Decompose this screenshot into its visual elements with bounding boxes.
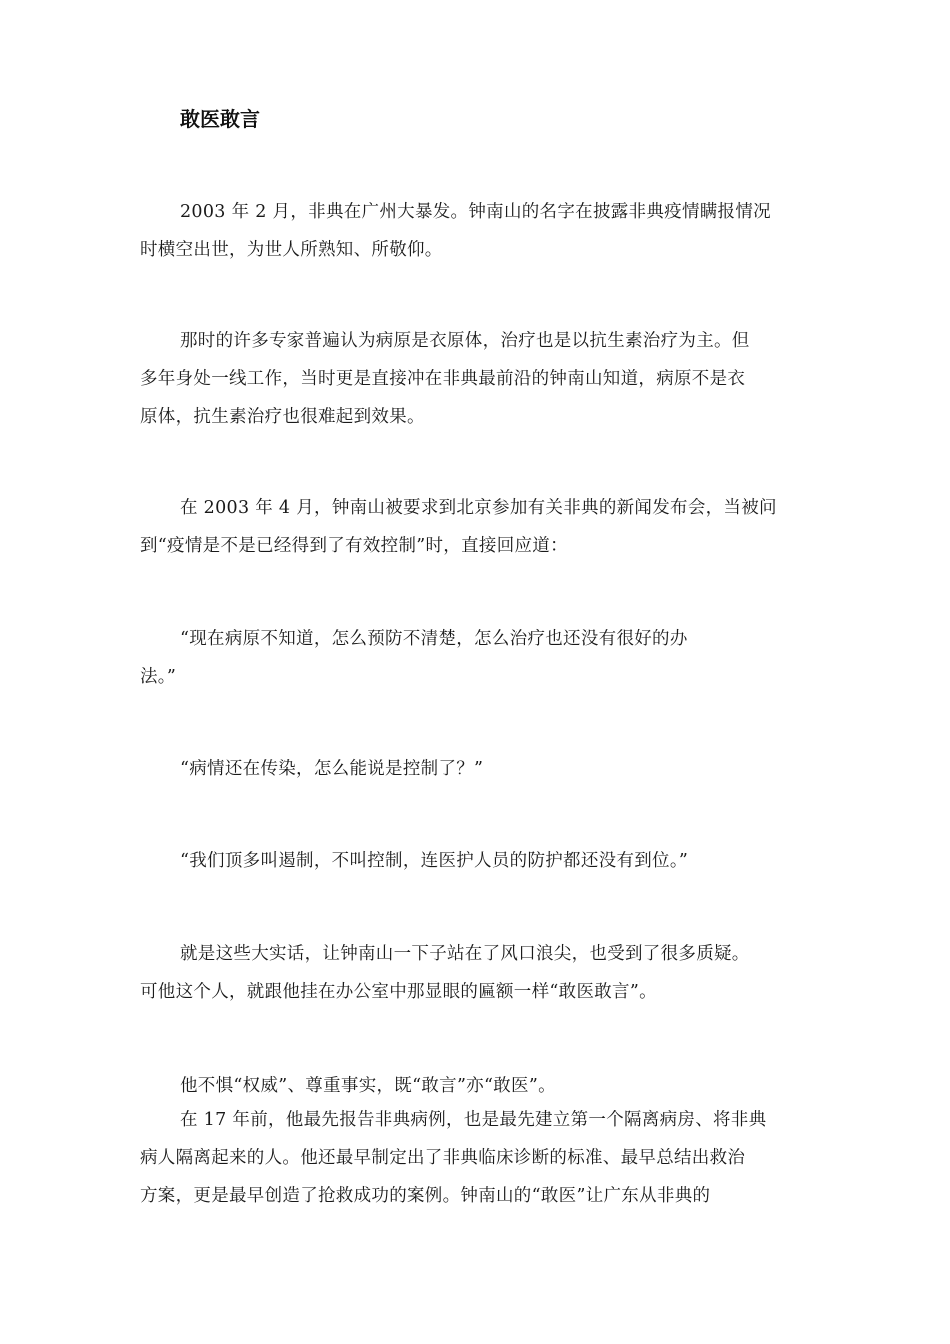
paragraph-line: “我们顶多叫遏制，不叫控制，连医护人员的防护都还没有到位。”: [180, 851, 689, 871]
paragraph-6-quote: [140, 842, 812, 880]
paragraph-line: 可他这个人，就跟他挂在办公室中那显眼的匾额一样“敢医敢言”。: [140, 982, 657, 1002]
paragraph-4-quote: [140, 620, 812, 696]
paragraph-line: 2003 年 2 月，非典在广州大暴发。钟南山的名字在披露非典疫情瞒报情况: [180, 202, 771, 222]
paragraph-line: 多年身处一线工作，当时更是直接冲在非典最前沿的钟南山知道，病原不是衣: [140, 369, 746, 389]
paragraph-line: 病人隔离起来的人。他还最早制定出了非典临床诊断的标准、最早总结出救治: [140, 1148, 746, 1168]
paragraph-line: “病情还在传染，怎么能说是控制了？”: [180, 759, 484, 779]
paragraph-line: 他不惧“权威”、尊重事实，既“敢言”亦“敢医”。: [180, 1076, 556, 1096]
paragraph-line: “现在病原不知道，怎么预防不清楚，怎么治疗也还没有很好的办: [180, 629, 688, 649]
paragraph-line: 到“疫情是不是已经得到了有效控制”时，直接回应道：: [140, 536, 568, 556]
paragraph-line: 法。”: [140, 667, 177, 687]
document-title: 敢医敢言: [180, 107, 260, 131]
paragraph-line: 就是这些大实话，让钟南山一下子站在了风口浪尖，也受到了很多质疑。: [180, 944, 750, 964]
paragraph-line: 在 2003 年 4 月，钟南山被要求到北京参加有关非典的新闻发布会，当被问: [180, 498, 777, 518]
paragraph-line: 原体，抗生素治疗也很难起到效果。: [140, 407, 425, 427]
paragraph-2: [140, 322, 812, 436]
paragraph-line: 时横空出世，为世人所熟知、所敬仰。: [140, 240, 443, 260]
paragraph-5-quote: [140, 750, 812, 788]
paragraph-7: [140, 935, 812, 1011]
paragraph-line: 在 17 年前，他最先报告非典病例，也是最先建立第一个隔离病房、将非典: [180, 1110, 767, 1130]
paragraph-8: [140, 1067, 812, 1105]
paragraph-3: [140, 489, 812, 565]
paragraph-line: 那时的许多专家普遍认为病原是衣原体，治疗也是以抗生素治疗为主。但: [180, 331, 750, 351]
paragraph-line: 方案，更是最早创造了抢救成功的案例。钟南山的“敢医”让广东从非典的: [140, 1186, 711, 1206]
paragraph-1: [140, 193, 812, 269]
paragraph-9: [140, 1101, 812, 1215]
